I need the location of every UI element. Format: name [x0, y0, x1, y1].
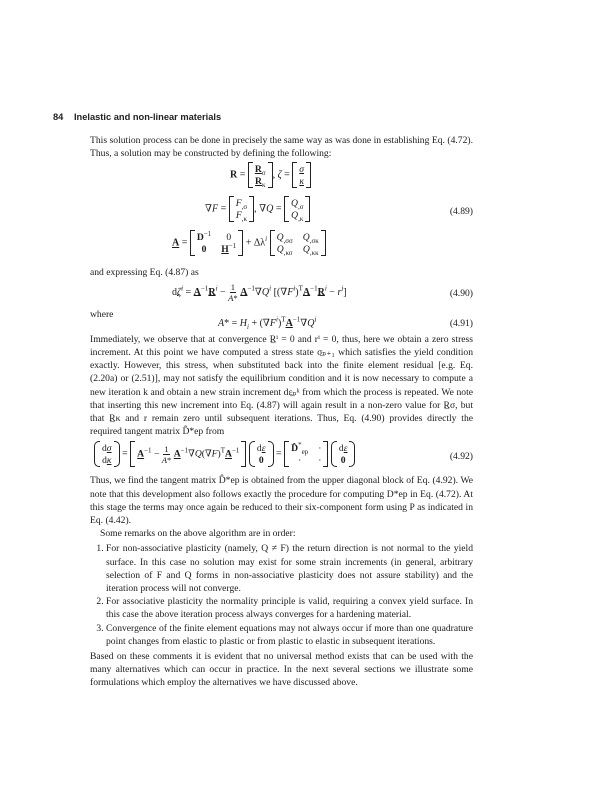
equation-number-4-92: (4.92) [449, 451, 473, 463]
equation-4-91 [90, 315, 473, 333]
paragraph-convergence: Immediately, we observe that at convergence R̲ⁱ = 0 and rⁱ = 0, thus, here we obtain a zero stress increment. At this point we have computed a stress state σ̲ₙ₊₁ which satisfies the yield condition exactly. However, this stress, when substituted back into the finite element residual [e.g. Eq. (2.20a) or (2.51)], may not satisfy the equilibrium condition and it is now necessary to compute a new iteration k and obtain a new strain increment dε̲ₙᵏ from which the process is repeated. We note that inserting this new increment into Eq. (4.87) will again result in a non-zero value for R̲σ, but that R̲κ and r remain zero until subsequent iterations. Thus, Eq. (4.90) provides directly the required tangent matrix D̂*ep from [90, 333, 473, 438]
paragraph-conclusion: Based on these comments it is evident that no universal method exists that can be used with the many alternatives which can occur in practice. In the next several sections we illustrate some formulations which employ the alternatives we have discussed above. [90, 651, 473, 689]
eq-dzeta: $d\zeta^i = A^{-1}R^i$ − $\frac{1}{A*}$ $A^{-1}\nabla Q^i$ $[(\nabla F^i)^TA^{-1}R^i - r^i]$ [172, 281, 347, 303]
paragraph-expressing: and expressing Eq. (4.87) as [90, 267, 199, 279]
equation-number-4-91: (4.91) [449, 317, 473, 329]
page-body [90, 134, 473, 690]
remarks-list [90, 542, 473, 648]
page-number: 84 [53, 112, 64, 122]
paragraph-intro: This solution process can be done in precisely the same way as was done in establishing Eq. (4.72). Thus, a solution may be constructed by defining the following: [90, 135, 473, 160]
list-item: 2. For associative plasticity the normality principle is valid, requiring a convex yield surface. In this case the above iteration process always converges for a hardening material. [106, 595, 473, 621]
eq-a-matrix: A = $D^{-1}$ 0 0 $H^{-1}$ + $\Delta\lambda^i$ $Q_{,\sigma\sigma}$ $Q_{,\sigma\kappa}$ $Q_{,\kappa\sigma}$ $Q_{,\kappa\kappa}$ [172, 230, 326, 256]
paragraph-remarks: Some remarks on the above algorithm are in order: [100, 528, 296, 540]
equation-4-89 [90, 162, 473, 266]
running-title: Inelastic and non-linear materials [73, 112, 222, 122]
eq-astar: $A* = H_i + (\nabla F^i)^TA^{-1}\nabla Q^i$ [218, 315, 317, 331]
list-item: 3. Convergence of the finite element equations may not always occur if more than one quadrature point changes from elastic to plastic or from plastic to elastic in subsequent iterations. [106, 622, 473, 648]
paragraph-tangent: Thus, we find the tangent matrix D̂*ep is obtained from the upper diagonal block of Eq. (4.92). We note that this development also follows exactly the procedure for computing D*ep in Eq. (4.72). At this stage the terms may once again be reduced to their six-component form using P as indicated in Eq. (4.42). [90, 475, 473, 527]
running-header [53, 112, 473, 122]
eq-r-zeta: R = $R_\sigma$ $R_\kappa$ , ζ = σ κ [230, 162, 311, 188]
equation-4-90 [90, 280, 473, 308]
equation-number-4-90: (4.90) [449, 287, 473, 299]
eq-grad-f-q: ∇F = $F_{,\sigma}$ $F_{,\kappa}$ , ∇Q = $Q_{,\sigma}$ $Q_{,\kappa}$ [205, 196, 310, 222]
equation-4-92 [90, 440, 473, 474]
eq-tangent: dσ dκ = $A^{-1}$ − $\frac{1}{A*}$ $A^{-1}\nabla Q(\nabla F)^TA^{-1}$ dε 0 = $D̂^*_{ep}$ · · · dε 0 [94, 441, 355, 467]
list-item: 1. For non-associative plasticity (namely, Q ≠ F) the return direction is not normal to the yield surface. In this case no solution may exist for some strain increments (in general, arbitrary selection of F and Q forms in non-associative plasticity does not assure stability) and the iteration process will not converge. [106, 542, 473, 595]
equation-number-4-89: (4.89) [449, 206, 473, 218]
paragraph-where: where [90, 308, 114, 320]
